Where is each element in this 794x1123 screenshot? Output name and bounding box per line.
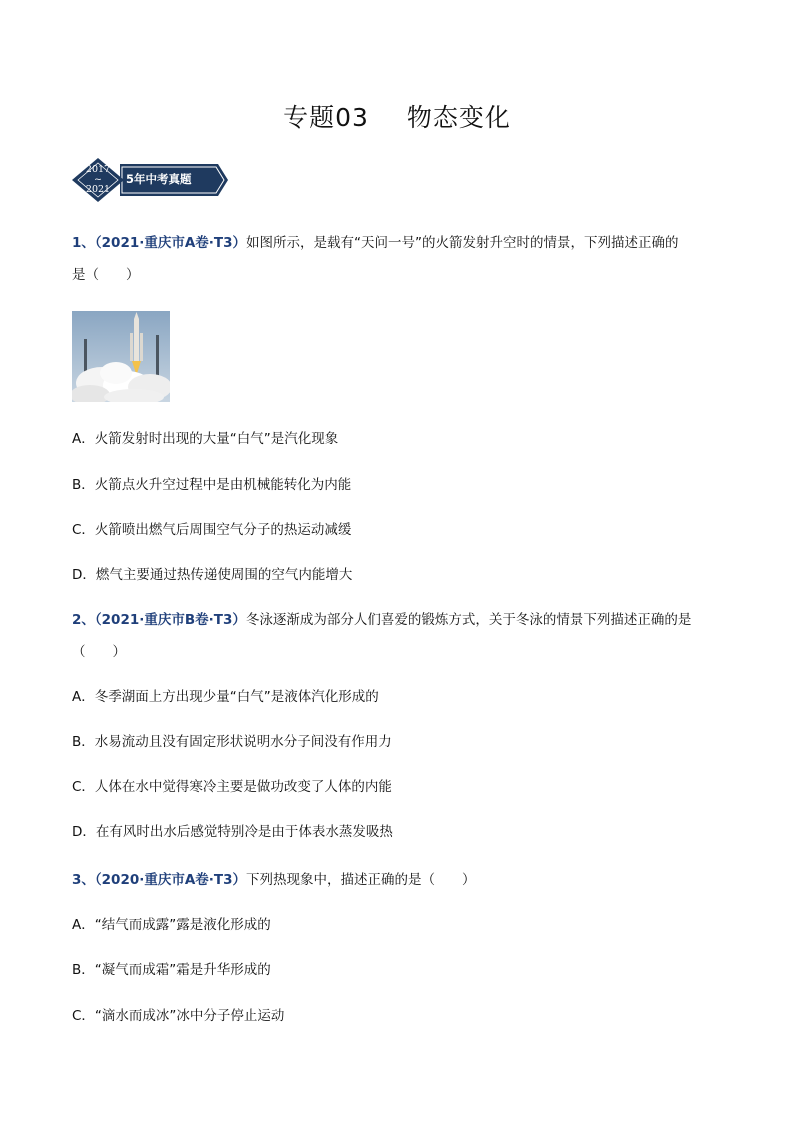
banner-years xyxy=(72,158,124,202)
question-3-option-a: A．“结气而成露”露是液化形成的 xyxy=(72,917,271,933)
question-3-number: 3、 xyxy=(72,872,95,888)
section-banner xyxy=(72,158,230,202)
question-3-source: （2020·重庆市A卷·T3） xyxy=(94,872,247,888)
question-1-number: 1、 xyxy=(72,235,95,251)
question-1-line1 xyxy=(72,233,732,253)
question-1-stem: 如图所示，是载有“天问一号”的火箭发射升空时的情景，下列描述正确的 xyxy=(246,235,679,251)
question-1-source: （2021·重庆市A卷·T3） xyxy=(94,235,247,251)
question-2-option-a: A．冬季湖面上方出现少量“白气”是液体汽化形成的 xyxy=(72,689,379,705)
question-3-option-c: C．“滴水而成冰”冰中分子停止运动 xyxy=(72,1008,285,1024)
question-2-option-c: C．人体在水中觉得寒冷主要是做功改变了人体的内能 xyxy=(72,779,392,795)
banner-label: 5年中考真题 xyxy=(126,172,192,186)
question-2 xyxy=(72,610,732,662)
question-2-stem-cont: （ ） xyxy=(72,644,126,660)
rocket-launch-photo xyxy=(72,311,170,402)
title-topic-name: 物态变化 xyxy=(406,103,511,132)
question-1-option-d: D．燃气主要通过热传递使周围的空气内能增大 xyxy=(72,567,353,583)
question-3-option-b: B．“凝气而成霜”霜是升华形成的 xyxy=(72,962,271,978)
question-1-stem-cont: 是（ ） xyxy=(72,267,140,283)
question-3-stem: 下列热现象中，描述正确的是（ ） xyxy=(246,872,476,888)
question-2-source: （2021·重庆市B卷·T3） xyxy=(94,612,246,628)
question-2-option-d: D．在有风时出水后感觉特别冷是由于体表水蒸发吸热 xyxy=(72,824,393,840)
question-1-option-b: B．火箭点火升空过程中是由机械能转化为内能 xyxy=(72,477,352,493)
banner-year-start: 2017 xyxy=(85,164,111,175)
question-1-option-a: A．火箭发射时出现的大量“白气”是汽化现象 xyxy=(72,431,339,447)
banner-year-sep: ~ xyxy=(94,174,102,185)
question-1 xyxy=(72,233,732,285)
question-2-number: 2、 xyxy=(72,612,95,628)
title-topic-number: 专题03 xyxy=(283,103,369,132)
page-title xyxy=(0,98,794,134)
question-2-line1 xyxy=(72,610,732,630)
banner-year-end: 2021 xyxy=(85,184,111,195)
question-3-line1 xyxy=(72,870,732,890)
question-1-option-c: C．火箭喷出燃气后周围空气分子的热运动减缓 xyxy=(72,522,352,538)
question-2-option-b: B．水易流动且没有固定形状说明水分子间没有作用力 xyxy=(72,734,392,750)
question-2-stem: 冬泳逐渐成为部分人们喜爱的锻炼方式，关于冬泳的情景下列描述正确的是 xyxy=(245,612,692,628)
question-3 xyxy=(72,870,732,890)
